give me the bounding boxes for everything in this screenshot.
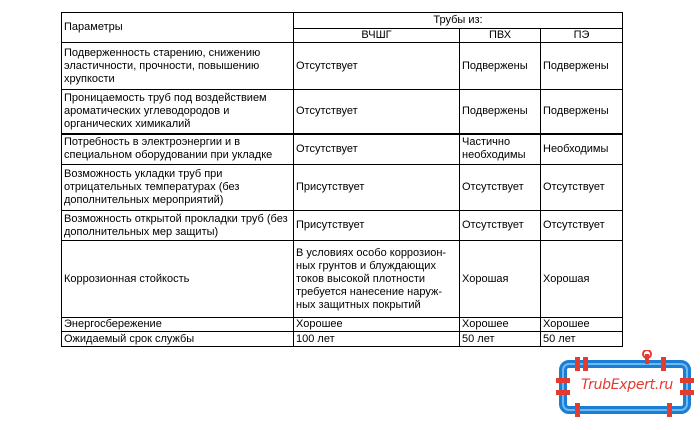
table-row [62, 43, 623, 90]
row-param: Потребность в электроэнергии и в специальном оборудовании при укладке [62, 134, 294, 165]
cell-value: Подвержены [541, 90, 623, 134]
row-param: Коррозионная стойкость [62, 241, 294, 318]
cell-value: Отсутствует [541, 211, 623, 241]
row-param: Энергосбережение [62, 318, 294, 332]
params-header: Параметры [62, 13, 294, 43]
cell-value: Отсутствует [460, 165, 541, 211]
logo-text: TrubExpert.ru [580, 377, 674, 393]
cell-value: Подвержены [460, 90, 541, 134]
cell-value: Отсутствует [460, 211, 541, 241]
table-row [62, 211, 623, 241]
cell-value: Хорошее [541, 318, 623, 332]
cell-value: Присутствует [294, 211, 460, 241]
table-row [62, 165, 623, 211]
cell-value: Отсутствует [294, 134, 460, 165]
cell-value: Присутствует [294, 165, 460, 211]
cell-value: Хорошая [460, 241, 541, 318]
table-row [62, 134, 623, 165]
column-header-pe: ПЭ [541, 29, 623, 43]
cell-value: Подвержены [460, 43, 541, 90]
cell-value: Частично необходимы [460, 134, 541, 165]
row-param: Подверженность старению, снижению эластичности, прочности, повышению хрупкости [62, 43, 294, 90]
cell-value: В условиях особо коррозион-ных грунтов и блуждающих токов высокой плотности требуется нанесение наруж-ных защитных покрытий [294, 241, 460, 318]
trubexpert-logo[interactable] [553, 350, 695, 422]
cell-value: Хорошее [294, 318, 460, 332]
cell-value: Отсутствует [294, 90, 460, 134]
row-param: Ожидаемый срок службы [62, 332, 294, 347]
cell-value: Отсутствует [541, 165, 623, 211]
pipes-header: Трубы из: [294, 13, 623, 29]
row-param: Возможность открытой прокладки труб (без дополнительных мер защиты) [62, 211, 294, 241]
table-row [62, 318, 623, 332]
row-param: Проницаемость труб под воздействием ароматических углеводородов и органических химикалий [62, 90, 294, 134]
table-row [62, 90, 623, 134]
column-header-vchshg: ВЧШГ [294, 29, 460, 43]
cell-value: 50 лет [541, 332, 623, 347]
cell-value: 100 лет [294, 332, 460, 347]
table-row [62, 241, 623, 318]
table-row [62, 332, 623, 347]
comparison-table [61, 12, 623, 347]
cell-value: Необходимы [541, 134, 623, 165]
cell-value: Подвержены [541, 43, 623, 90]
row-param: Возможность укладки труб при отрицательных температурах (без дополнительных мероприятий) [62, 165, 294, 211]
column-header-pvc: ПВХ [460, 29, 541, 43]
cell-value: Хорошая [541, 241, 623, 318]
cell-value: Отсутствует [294, 43, 460, 90]
cell-value: Хорошее [460, 318, 541, 332]
cell-value: 50 лет [460, 332, 541, 347]
